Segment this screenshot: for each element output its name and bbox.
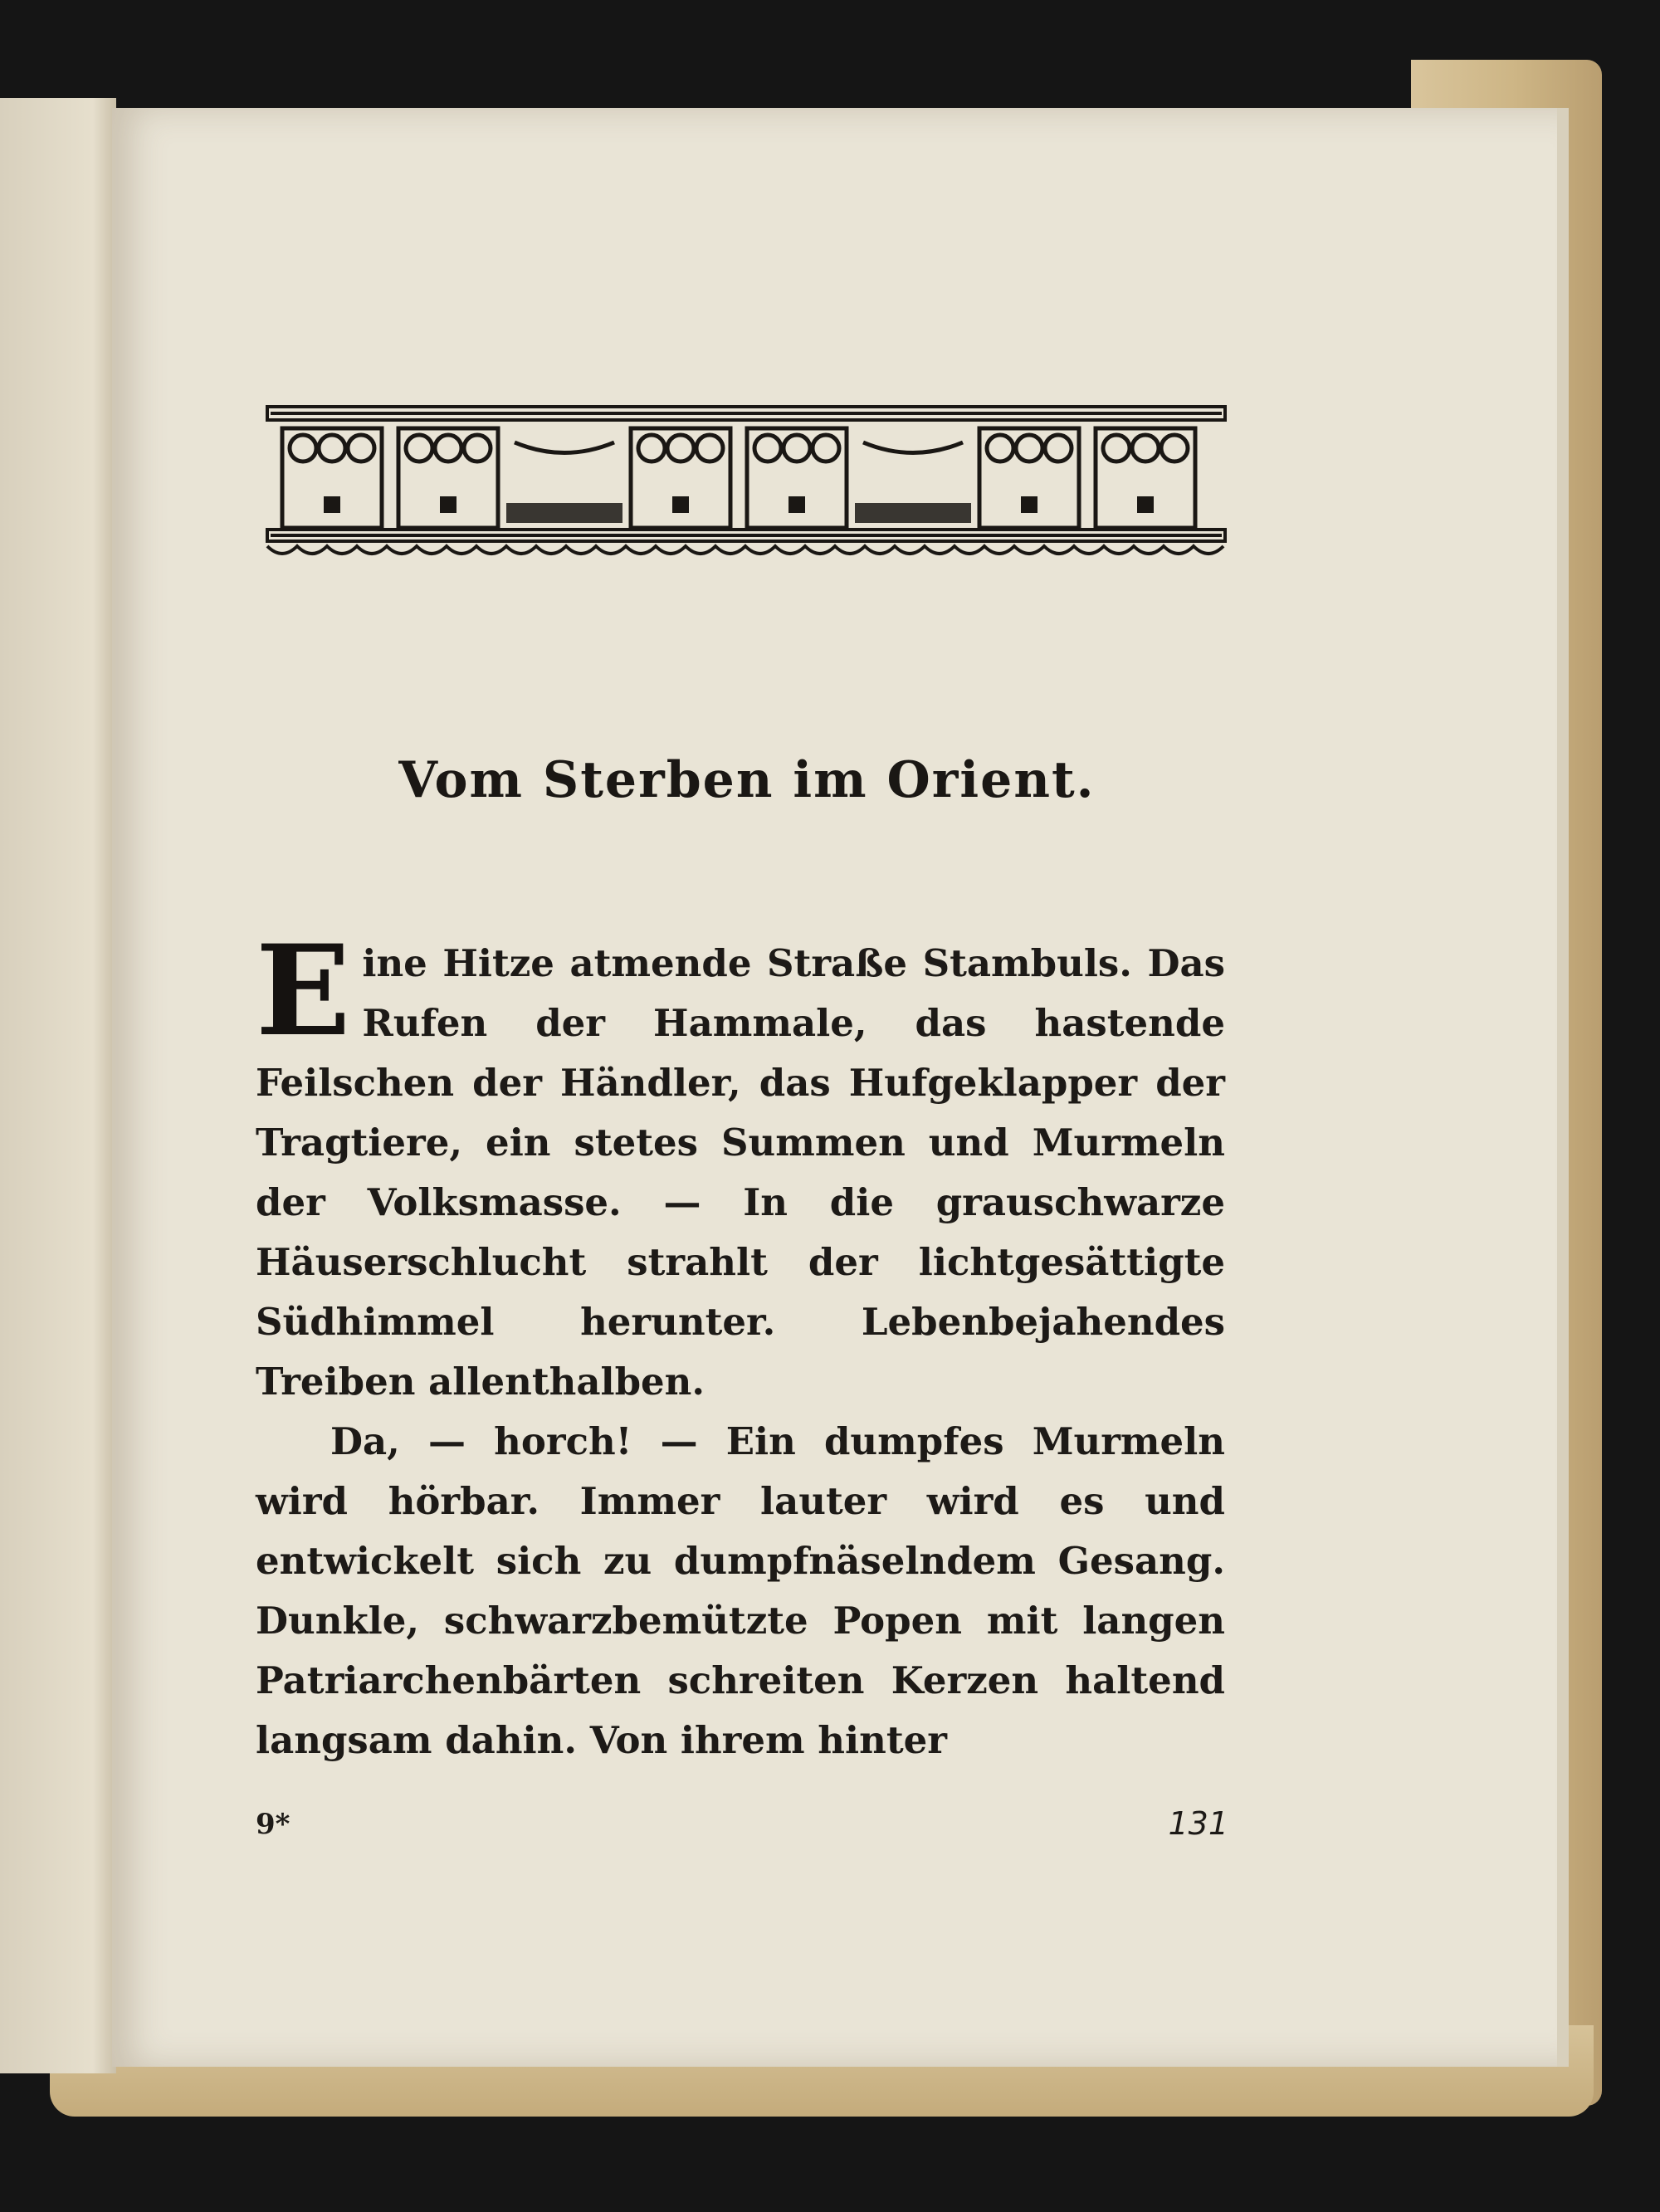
paragraph-1-text: ine Hitze atmende Straße Stambuls. Das Rufen der Hammale, das hastende Feilschen der Händler, das Hufgeklapper der Tragtiere, ein stetes Summen und Murmeln der Volksmasse. — In die grauschwarze Häuserschlucht strahlt der lichtgesättigte Südhimmel herunter. Lebenbejahendes Treiben allenthalben. — [256, 941, 1225, 1404]
page-number: 131 — [1168, 1805, 1228, 1842]
paragraph-1 — [256, 918, 1225, 1412]
paragraph-2: Da, — horch! — Ein dumpfes Murmeln wird hörbar. Immer lauter wird es und entwickelt sich zu dumpfnäselndem Gesang. Dunkle, schwarzbemützte Popen mit langen Patriarchenbärten schreiten Kerzen haltend langsam dahin. Von ihrem hinter — [256, 1419, 1225, 1762]
body-text — [256, 918, 1225, 1770]
ornament-border — [266, 405, 1227, 563]
signature-mark: 9* — [256, 1808, 290, 1841]
chapter-title: Vom Sterben im Orient. — [398, 751, 1096, 809]
drop-cap: E — [256, 918, 351, 1064]
left-page-edge — [0, 98, 116, 2073]
